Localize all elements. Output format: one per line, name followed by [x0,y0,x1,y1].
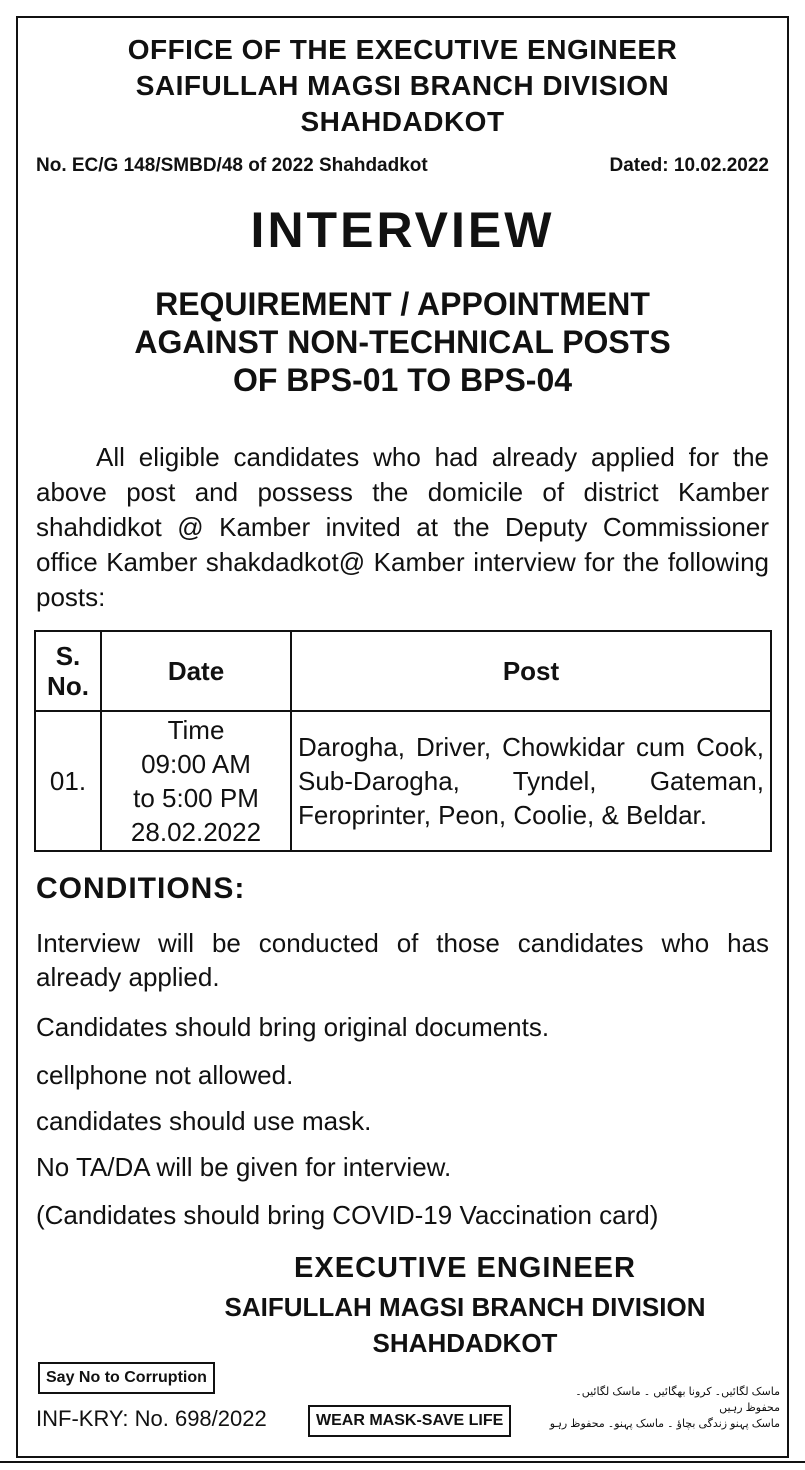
reference-line [36,155,769,177]
header-post: Post [291,631,771,711]
condition-item: (Candidates should bring COVID-19 Vaccination card) [36,1200,659,1230]
table-header-row [35,631,771,711]
condition-item: No TA/DA will be given for interview. [36,1152,452,1182]
date-line: Time [167,715,225,745]
urdu-slogan-line: ماسک لگائیں۔ کرونا بھگائیں ۔ ماسک لگائیں۔ محفوظ رہیں [575,1386,780,1414]
signature-division: SAIFULLAH MAGSI BRANCH DIVISION [224,1292,706,1322]
posts-table [34,630,772,852]
condition-item: candidates should use mask. [36,1106,372,1136]
page-title: INTERVIEW [250,202,555,258]
date-line: to 5:00 PM [133,783,259,813]
header-line-1: OFFICE OF THE EXECUTIVE ENGINEER [127,34,678,65]
bottom-rule [0,1461,805,1463]
conditions-heading: CONDITIONS: [36,872,246,905]
signature-location: SHAHDADKOT [372,1328,558,1358]
header-line-2: SAIFULLAH MAGSI BRANCH DIVISION [135,70,670,101]
table-row [35,711,771,851]
cell-date [101,711,291,851]
urdu-slogan-line: ماسک پہنو زندگی بچاؤ ۔ ماسک پہنو۔ محفوظ رہو [549,1418,780,1430]
wear-mask-badge: WEAR MASK-SAVE LIFE [308,1405,511,1437]
subtitle-line-2: AGAINST NON-TECHNICAL POSTS [134,324,671,360]
intro-paragraph: All eligible candidates who had already applied for the above post and possess the domicile of district Kamber shahdidkot @ Kamber invited at the Deputy Commissioner office Kamber shakdadkot@ Kamber interview for the following posts: [36,442,769,612]
condition-item: Interview will be conducted of those candidates who has already applied. [36,928,769,992]
header-line-3: SHAHDADKOT [300,106,505,137]
cell-sno: 01. [35,711,101,851]
say-no-to-corruption-badge: Say No to Corruption [38,1362,215,1394]
date-line: 28.02.2022 [130,817,262,847]
cell-post: Darogha, Driver, Chowkidar cum Cook, Sub-Darogha, Tyndel, Gateman, Feroprinter, Peon, Coolie, & Beldar. [291,711,771,851]
subtitle-line-3: OF BPS-01 TO BPS-04 [232,362,573,398]
condition-item: Candidates should bring original documents. [36,1012,550,1042]
signature-title: EXECUTIVE ENGINEER [294,1252,636,1284]
urdu-slogan [540,1384,780,1432]
header-date: Date [101,631,291,711]
reference-date: Dated: 10.02.2022 [609,155,769,176]
subtitle-line-1: REQUIREMENT / APPOINTMENT [155,286,650,322]
header-sno: S. No. [35,631,101,711]
condition-item: cellphone not allowed. [36,1060,294,1090]
inf-number: INF-KRY: No. 698/2022 [36,1406,267,1431]
date-line: 09:00 AM [141,749,251,779]
reference-number: No. EC/G 148/SMBD/48 of 2022 Shahdadkot [36,155,428,176]
